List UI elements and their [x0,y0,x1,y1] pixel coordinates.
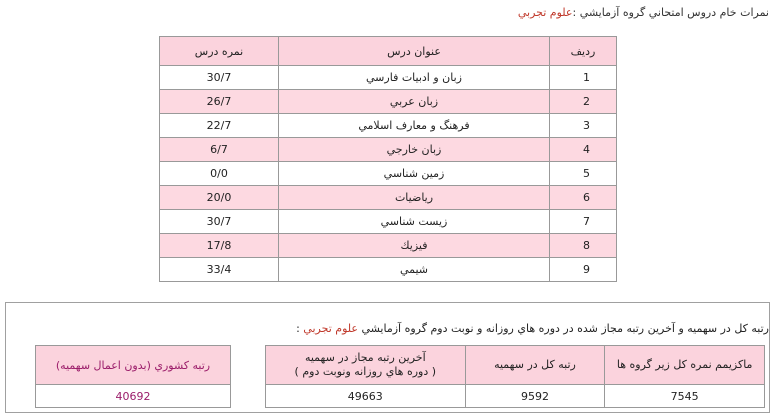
ranks-title-suffix: : [296,322,304,335]
row-index: 3 [550,114,617,138]
row-course: زبان و ادبيات فارسي [279,66,550,90]
row-course: فيزيك [279,234,550,258]
row-course: زمين شناسي [279,162,550,186]
row-course: شيمي [279,258,550,282]
header-last-allowed-rank-line2: ( دوره هاي روزانه ونوبت دوم ) [294,365,437,378]
table-row [160,114,617,138]
ranks-table [265,345,765,408]
row-course: زبان عربي [279,90,550,114]
ranks-group-name: علوم تجربي [303,322,358,335]
row-score: 17/8 [160,234,279,258]
table-row [160,186,617,210]
national-value-row [36,385,231,408]
value-total-rank-quota: 9592 [465,385,605,408]
row-index: 8 [550,234,617,258]
header-course: عنوان درس [279,37,550,66]
row-course: زيست شناسي [279,210,550,234]
row-index: 5 [550,162,617,186]
row-score: 30/7 [160,66,279,90]
ranks-title-prefix: رتبه كل در سهميه و آخرين رتبه مجاز شده در دوره هاي روزانه و نوبت دوم گروه آزمايشي [361,322,769,335]
value-max-subgroup-score: 7545 [605,385,765,408]
page-title-prefix: نمرات خام دروس امتحاني گروه آزمايشي : [572,6,769,19]
scores-table [159,36,617,282]
header-national-rank: رتبه كشوري (بدون اعمال سهميه) [36,346,231,385]
row-score: 33/4 [160,258,279,282]
header-score: نمره درس [160,37,279,66]
row-index: 9 [550,258,617,282]
ranks-value-row [266,385,765,408]
value-last-allowed-rank: 49663 [266,385,466,408]
row-score: 30/7 [160,210,279,234]
ranks-header-row [266,346,765,385]
row-index: 1 [550,66,617,90]
row-index: 6 [550,186,617,210]
national-rank-table [35,345,231,408]
header-max-subgroup-score: ماكزيمم نمره كل زير گروه ها [605,346,765,385]
header-total-rank-quota: رتبه كل در سهميه [465,346,605,385]
table-row [160,162,617,186]
national-header-row [36,346,231,385]
table-row [160,66,617,90]
group-name: علوم تجربي [517,6,573,19]
row-score: 20/0 [160,186,279,210]
table-row [160,234,617,258]
header-last-allowed-rank [266,346,466,385]
value-national-rank: 40692 [36,385,231,408]
header-index: رديف [550,37,617,66]
row-course: رياضيات [279,186,550,210]
page-title [518,6,769,19]
row-course: فرهنگ و معارف اسلامي [279,114,550,138]
ranks-title [296,322,769,335]
row-score: 26/7 [160,90,279,114]
table-row [160,90,617,114]
scores-header-row [160,37,617,66]
table-row [160,258,617,282]
row-score: 0/0 [160,162,279,186]
row-score: 6/7 [160,138,279,162]
table-row [160,138,617,162]
row-score: 22/7 [160,114,279,138]
row-course: زبان خارجي [279,138,550,162]
row-index: 4 [550,138,617,162]
row-index: 7 [550,210,617,234]
row-index: 2 [550,90,617,114]
header-last-allowed-rank-line1: آخرين رتبه مجاز در سهميه [304,351,426,364]
table-row [160,210,617,234]
